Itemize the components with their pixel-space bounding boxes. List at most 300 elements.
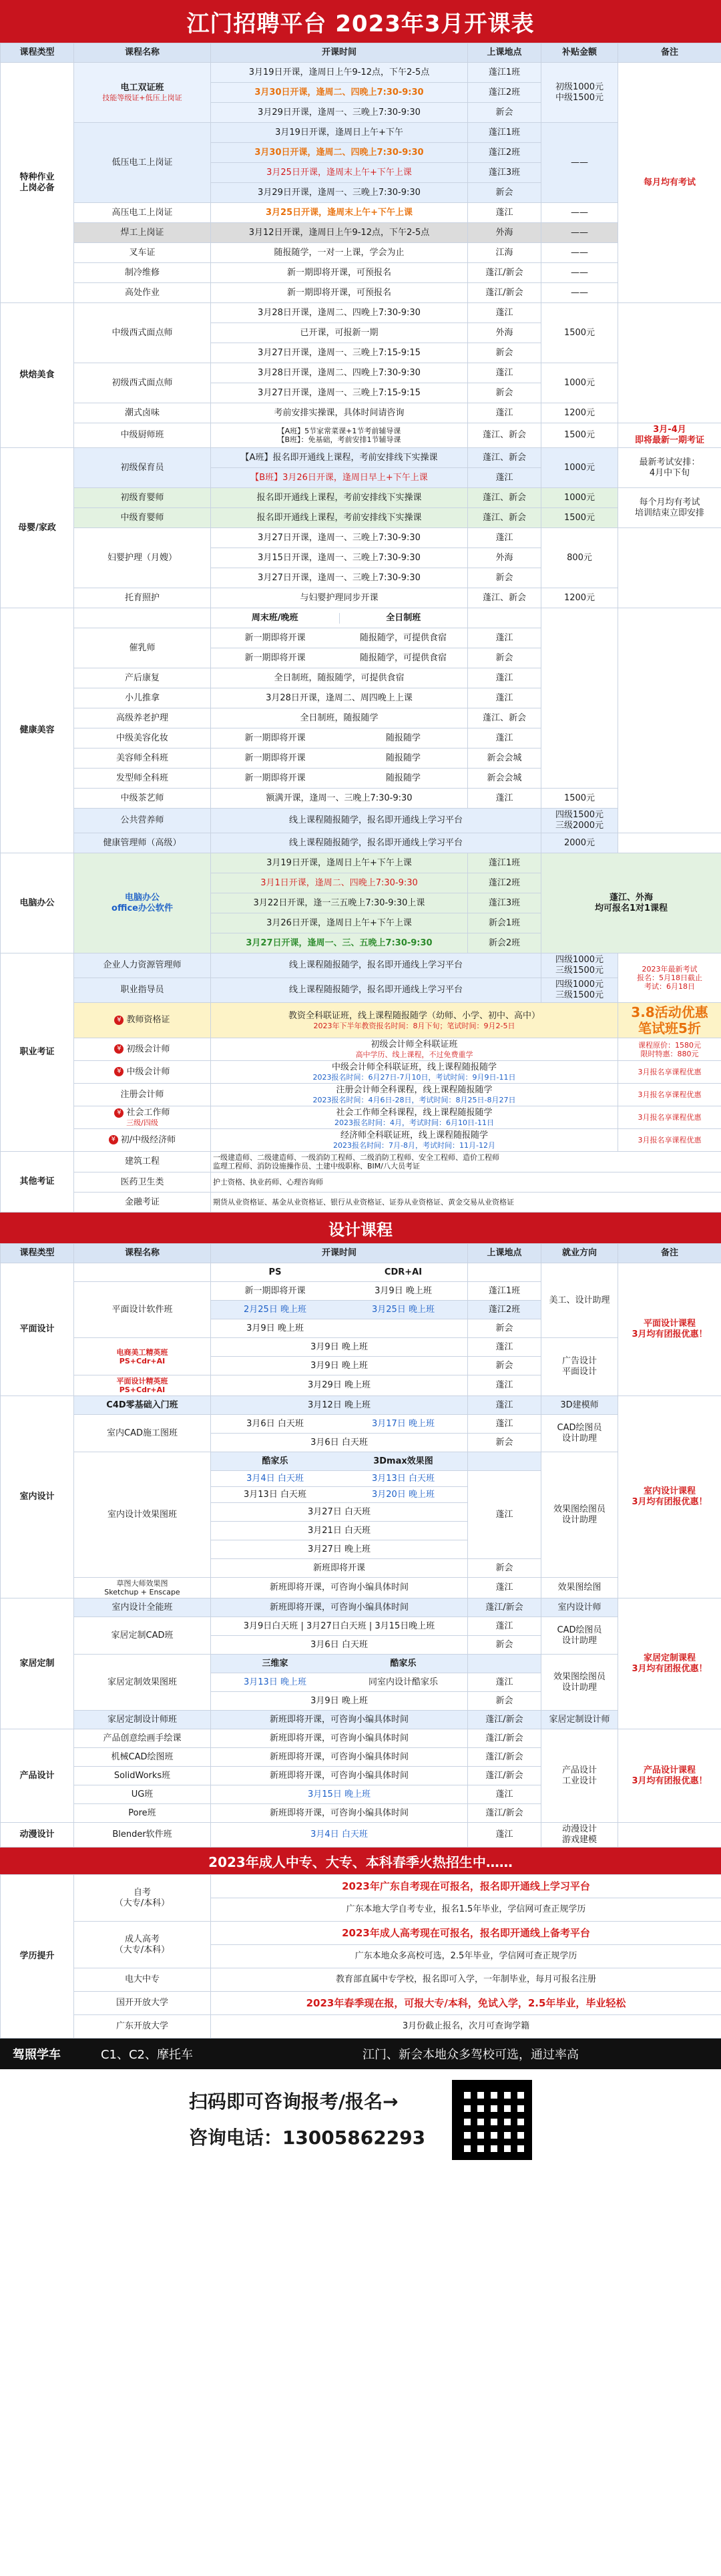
course-name: 平面设计精英班 PS+Cdr+AI bbox=[74, 1375, 211, 1396]
time-cell: 3月6日 白天班 bbox=[211, 1434, 468, 1452]
time-cell: 3月1日开课，逢周二、四晚上7:30-9:30 bbox=[211, 873, 468, 893]
sub-header: 周末班/晚班 bbox=[251, 612, 298, 623]
time-cell: 3月22日开课，逢一三五晚上7:30-9:30上课 bbox=[211, 893, 468, 913]
place-cell: 蓬江 bbox=[468, 468, 541, 488]
time-cell: 新班即将开课 bbox=[211, 1559, 468, 1578]
table-row bbox=[1, 508, 721, 528]
time-cell: 中级会计师全科联证班，线上课程随报随学 2023报名时间：6月27日-7月10日，考试时间：9月9日-11日 bbox=[211, 1061, 618, 1084]
time-cell: 【A班】5节家常菜课+1节考前辅导课 【B班】：免基础，考前安排1节辅导课 bbox=[211, 423, 468, 448]
jobs-cell: 效果图绘图员 设计助理 bbox=[541, 1655, 618, 1711]
time-cell: 线上课程随报随学，报名即开通线上学习平台 bbox=[211, 978, 541, 1003]
time-cell: 3月9日白天班 | 3月27日白天班 | 3月15日晚上班 bbox=[211, 1617, 468, 1636]
place-cell: 蓬江2班 bbox=[468, 873, 541, 893]
time-cell: 3月29日开课，逢周一、三晚上7:30-9:30 bbox=[211, 103, 468, 123]
footer bbox=[0, 2069, 721, 2171]
subsidy-cell: —— bbox=[541, 283, 618, 303]
coin-icon: ¥ bbox=[114, 1016, 124, 1025]
category-cell: 烘焙美食 bbox=[1, 303, 74, 448]
jobs-cell: 动漫设计 游戏建模 bbox=[541, 1823, 618, 1848]
education-section-title: 2023年成人中专、大专、本科春季火热招生中…… bbox=[0, 1848, 721, 1874]
table-row: 发型师全科班 新一期即将开课 随报随学 新会会城 bbox=[1, 769, 721, 789]
course-name: 健康管理师（高级） bbox=[74, 833, 211, 853]
place-cell: 蓬江、新会 bbox=[468, 488, 541, 508]
place-cell: 新会会城 bbox=[468, 748, 541, 769]
course-name: 小儿推拿 bbox=[74, 688, 211, 708]
table-row bbox=[1, 203, 721, 223]
remark-cell: 室内设计课程 3月均有团报优惠！ bbox=[618, 1396, 721, 1598]
contact-phone[interactable]: 咨询电话：13005862293 bbox=[188, 2127, 426, 2149]
course-name: 叉车证 bbox=[74, 243, 211, 263]
course-name: C4D零基础入门班 bbox=[74, 1396, 211, 1415]
category-cell: 职业考证 bbox=[1, 953, 74, 1152]
course-name: 托育照护 bbox=[74, 588, 211, 608]
time-cell: 3月30日开课，逢周二、四晚上7:30-9:30 bbox=[211, 143, 468, 163]
sub-header: 全日制班 bbox=[339, 613, 468, 624]
category-cell: 产品设计 bbox=[1, 1729, 74, 1823]
info-cell: 3月份截止报名，次月可查询学籍 bbox=[211, 2015, 721, 2038]
place-cell: 新会 bbox=[468, 1559, 541, 1578]
time-cell: 3月25日开课，逢周末上午+下午上课 bbox=[211, 203, 468, 223]
jobs-cell: 产品设计 工业设计 bbox=[541, 1729, 618, 1823]
remark-cell: 3月报名享课程优惠 bbox=[618, 1106, 721, 1129]
jobs-cell: 3D建模师 bbox=[541, 1396, 618, 1415]
time-cell: 新班即将开课，可咨询小编具体时间 bbox=[211, 1729, 468, 1748]
time-cell: 线上课程随报随学，报名即开通线上学习平台 bbox=[211, 833, 541, 853]
place-cell: 新会 bbox=[468, 383, 541, 403]
course-name: 初级西式面点师 bbox=[74, 363, 211, 403]
col-header: 上课地点 bbox=[468, 43, 541, 63]
subsidy-cell: 四级1500元 三级2000元 bbox=[541, 809, 618, 833]
time-cell: 3月12日开课，逢周日上午9-12点，下午2-5点 bbox=[211, 223, 468, 243]
place-cell: 蓬江/新会 bbox=[468, 1804, 541, 1823]
time-cell: 3月27日开课，逢周一、三晚上7:30-9:30 bbox=[211, 568, 468, 588]
info-cell: 2023年成人高考现在可报名，报名即开通线上备考平台 bbox=[211, 1922, 721, 1945]
course-name: 焊工上岗证 bbox=[74, 223, 211, 243]
time-cell: 护士资格、执业药师、心理咨询师 bbox=[211, 1172, 721, 1193]
course-name: 美容师全科班 bbox=[74, 748, 211, 769]
remark-cell: 3月-4月 即将最新一期考证 bbox=[618, 423, 721, 448]
course-name: 室内设计效果图班 bbox=[74, 1452, 211, 1578]
place-cell: 蓬江 bbox=[468, 1785, 541, 1804]
time-cell: 社会工作师全科课程，线上课程随报随学 2023报名时间：4月，考试时间：6月10日-11日 bbox=[211, 1106, 618, 1129]
place-cell: 蓬江/新会 bbox=[468, 1711, 541, 1729]
course-name: Pore班 bbox=[74, 1804, 211, 1823]
course-name: ¥ 教师资格证 bbox=[74, 1003, 211, 1038]
design-section-title: 设计课程 bbox=[0, 1213, 721, 1243]
place-cell: 蓬江 bbox=[468, 528, 541, 548]
table-row: 美容师全科班 新一期即将开课 随报随学 新会会城 bbox=[1, 748, 721, 769]
main-course-table bbox=[0, 43, 721, 1213]
time-cell: 3月27日开课，逢周一、三、五晚上7:30-9:30 bbox=[211, 933, 468, 953]
place-cell: 蓬江1班 bbox=[468, 1282, 541, 1301]
course-name: 电工双证班 技能等级证+低压上岗证 bbox=[74, 63, 211, 123]
time-cell: 新班即将开课，可咨询小编具体时间 bbox=[211, 1598, 468, 1617]
course-name: 家居定制CAD班 bbox=[74, 1617, 211, 1655]
jobs-cell: 广告设计 平面设计 bbox=[541, 1338, 618, 1396]
table-row: 平面设计软件班 新一期即将开课 3月9日 晚上班 蓬江1班 bbox=[1, 1282, 721, 1301]
design-course-table: 课程类型 课程名称 开课时间 上课地点 就业方向 备注 平面设计 PS CDR+AI 美工、设计助理 平面设计课程 3月均有团报优惠！ 平面设计软件班 新一期即将开课 3月9日 晚上班 蓬江1班 2月25日 晚上班 3月25日 晚上班 蓬江2班 3月9日 晚上班 新会 电商美工精英班 PS+Cdr+AI 3月9日 晚上班 蓬江 广告设计 平面设计 3月9日 晚上班 新会 平面设计精英班 PS+Cdr+AI 3月29日 晚上班 蓬江 室内设计 C4D零基础入门班 3月12日 晚上班 蓬江 3D建模师 室内设计课程 3月均有团报优惠！ 室内CAD施工图班 3月6日 白天班 3月17日 晚上班 蓬江 CAD绘图员 设计助理 3月6日 白天班 新会 室内设计效果图班 酷家乐 3Dmax效果图 效果图绘图员 设计助理 3月4日 白天班 3月13日 白天班 蓬江 3月13日 白天班 3月20日 晚上班 3月27日 白天班 3月21日 白天班 3月27日 晚上班 新班即将开课 新会 草图大师效果图 Sketchup + Enscape 新班即将开课，可咨询小编具体时间 蓬江 效果图绘图 家居定制 室内设计全能班 新班即将开课，可咨询小编具体时间 蓬江/新会 室内设计师 家居定制课程 3月均有团报优惠！ 家居定制CAD班 3月9日白天班 | 3月27日白天班 | 3月15日晚上班 蓬江 CAD绘图员 设计助理 3月6日 白天班 新会 家居定制效果图班 三维家 酷家乐 效果图绘图员 设计助理 3月13日 晚上班 同室内设计酷家乐 蓬江 3月9日 晚上班 新会 家居定制设计师班 新班即将开课，可咨询小编具体时间 蓬江/新会 家居定制设计师 产品设计 产品创意绘画手绘课 新班即将开课，可咨询小编具体时间 蓬江/新会 产品设计 工业设计 产品设计课程 3月均有团报优惠！ 机械CAD绘图班 新班即将开课，可咨询小编具体时间 蓬江/新会 SolidWorks班 新班即将开课，可咨询小编具体时间 蓬江/新会 UG班 3月15日 晚上班 蓬江 Pore班 新班即将开课，可咨询小编具体时间 蓬江/新会 动漫设计 Blender软件班 3月4日 白天班 蓬江 动漫设计 游戏建模 bbox=[0, 1243, 721, 1848]
info-cell: 2023年春季现在报，可报大专/本科，免试入学，2.5年毕业，毕业轻松 bbox=[211, 1992, 721, 2015]
place-cell: 新会 bbox=[468, 1319, 541, 1338]
time-cell: 3月19日开课，逢周日上午+下午 bbox=[211, 123, 468, 143]
subsidy-cell: 800元 bbox=[541, 528, 618, 588]
place-cell: 江海 bbox=[468, 243, 541, 263]
course-name: 中级育婴师 bbox=[74, 508, 211, 528]
col-header: 开课时间 bbox=[211, 1244, 468, 1263]
course-name: 平面设计软件班 bbox=[74, 1282, 211, 1338]
place-cell: 蓬江3班 bbox=[468, 893, 541, 913]
table-row bbox=[1, 303, 721, 323]
course-name: ¥ 初/中级经济师 bbox=[74, 1129, 211, 1152]
table-row bbox=[1, 1193, 721, 1213]
time-cell: 3月4日 白天班 bbox=[211, 1823, 468, 1848]
place-cell: 蓬江 bbox=[468, 668, 541, 688]
place-cell: 外海 bbox=[468, 223, 541, 243]
category-cell: 家居定制 bbox=[1, 1598, 74, 1729]
place-cell: 蓬江、新会 bbox=[468, 508, 541, 528]
place-cell: 新会 bbox=[468, 183, 541, 203]
time-cell: 考前安排实操课，具体时间请咨询 bbox=[211, 403, 468, 423]
subsidy-cell: —— bbox=[541, 203, 618, 223]
time-cell: 3月6日 白天班 bbox=[211, 1636, 468, 1655]
category-cell: 电脑办公 bbox=[1, 853, 74, 953]
place-cell: 蓬江 bbox=[468, 1396, 541, 1415]
table-row bbox=[1, 1968, 721, 1992]
course-name: 广东开放大学 bbox=[74, 2015, 211, 2038]
place-cell: 新会 bbox=[468, 343, 541, 363]
jobs-cell: 室内设计师 bbox=[541, 1598, 618, 1617]
place-cell: 蓬江2班 bbox=[468, 83, 541, 103]
time-cell: 3月12日 晚上班 bbox=[211, 1396, 468, 1415]
time-cell: 新班即将开课，可咨询小编具体时间 bbox=[211, 1748, 468, 1767]
table-row: 3月4日 白天班 3月13日 白天班 蓬江 bbox=[1, 1471, 721, 1487]
place-cell: 蓬江1班 bbox=[468, 123, 541, 143]
place-cell: 新会 bbox=[468, 1692, 541, 1711]
time-cell: 新班即将开课，可咨询小编具体时间 bbox=[211, 1767, 468, 1785]
time-cell: 3月9日 晚上班 bbox=[211, 1338, 468, 1357]
table-row bbox=[1, 448, 721, 468]
col-header: 上课地点 bbox=[468, 1244, 541, 1263]
jobs-cell: CAD绘图员 设计助理 bbox=[541, 1415, 618, 1452]
table-row bbox=[1, 1711, 721, 1729]
time-cell: 3月15日 晚上班 bbox=[211, 1785, 468, 1804]
table-row bbox=[1, 2015, 721, 2038]
remark-cell: 最新考试安排： 4月中下旬 bbox=[618, 448, 721, 488]
place-cell: 新会1班 bbox=[468, 913, 541, 933]
qr-code-icon[interactable] bbox=[452, 2080, 532, 2160]
time-cell: 3月19日开课，逢周日上午+下午上课 bbox=[211, 853, 468, 873]
subsidy-cell: 初级1000元 中级1500元 bbox=[541, 63, 618, 123]
subsidy-cell: —— bbox=[541, 123, 618, 203]
place-cell: 新会会城 bbox=[468, 769, 541, 789]
time-cell: 3月26日开课，逢周日上午+下午上课 bbox=[211, 913, 468, 933]
place-cell: 蓬江 bbox=[468, 1375, 541, 1396]
table-row bbox=[1, 1617, 721, 1636]
table-row bbox=[1, 1084, 721, 1106]
driving-types: C1、C2、摩托车 bbox=[100, 2048, 194, 2062]
place-cell: 蓬江 bbox=[468, 363, 541, 383]
time-cell: 新班即将开课，可咨询小编具体时间 bbox=[211, 1711, 468, 1729]
place-cell: 蓬江 bbox=[468, 403, 541, 423]
remark-cell: 3月报名享课程优惠 bbox=[618, 1061, 721, 1084]
col-header: 备注 bbox=[618, 43, 721, 63]
course-name: 产后康复 bbox=[74, 668, 211, 688]
table-row bbox=[1, 1598, 721, 1617]
remark-cell: 每个月均有考试 培训结束立即安排 bbox=[618, 488, 721, 528]
time-cell: 新班即将开课，可咨询小编具体时间 bbox=[211, 1804, 468, 1823]
jobs-cell: 效果图绘图员 设计助理 bbox=[541, 1452, 618, 1578]
col-header: 就业方向 bbox=[541, 1244, 618, 1263]
place-cell: 新会 bbox=[468, 648, 541, 668]
course-name: 公共营养师 bbox=[74, 809, 211, 833]
table-row bbox=[1, 1992, 721, 2015]
course-name: 中级茶艺师 bbox=[74, 789, 211, 809]
time-cell: 线上课程随报随学，报名即开通线上学习平台 bbox=[211, 953, 541, 978]
place-cell: 新会2班 bbox=[468, 933, 541, 953]
place-cell: 蓬江、新会 bbox=[468, 448, 541, 468]
subsidy-cell: —— bbox=[541, 263, 618, 283]
place-cell: 蓬江2班 bbox=[468, 143, 541, 163]
jobs-cell: 美工、设计助理 bbox=[541, 1263, 618, 1338]
subsidy-cell: 1500元 bbox=[541, 423, 618, 448]
course-name: 发型师全科班 bbox=[74, 769, 211, 789]
place-cell: 蓬江/新会 bbox=[468, 1767, 541, 1785]
time-cell: 全日制班，随报随学，可提供食宿 bbox=[211, 668, 468, 688]
place-cell: 蓬江、新会 bbox=[468, 588, 541, 608]
time-cell: 3月19日开课，逢周日上午9-12点，下午2-5点 bbox=[211, 63, 468, 83]
subsidy-cell: —— bbox=[541, 223, 618, 243]
course-name: 室内CAD施工图班 bbox=[74, 1415, 211, 1452]
table-row: 2月25日 晚上班 3月25日 晚上班 蓬江2班 bbox=[1, 1301, 721, 1319]
course-name: 国开开放大学 bbox=[74, 1992, 211, 2015]
category-cell: 特种作业 上岗必备 bbox=[1, 63, 74, 303]
table-row bbox=[1, 528, 721, 548]
subsidy-cell: 1000元 bbox=[541, 448, 618, 488]
table-row bbox=[1, 789, 721, 809]
coin-icon: ¥ bbox=[114, 1044, 124, 1054]
category-cell: 平面设计 bbox=[1, 1263, 74, 1396]
table-row bbox=[1, 488, 721, 508]
course-name: Blender软件班 bbox=[74, 1823, 211, 1848]
course-name: 成人高考 （大专/本科） bbox=[74, 1922, 211, 1968]
place-cell: 蓬江 bbox=[468, 203, 541, 223]
remark-cell: 蓬江、外海 均可报名1对1课程 bbox=[541, 853, 721, 953]
course-name: 制冷维修 bbox=[74, 263, 211, 283]
subsidy-cell: —— bbox=[541, 243, 618, 263]
time-cell: 3月28日开课，逢周二、四晚上7:30-9:30 bbox=[211, 363, 468, 383]
time-cell: 3月30日开课，逢周二、四晚上7:30-9:30 bbox=[211, 83, 468, 103]
place-cell: 蓬江/新会 bbox=[468, 1748, 541, 1767]
table-header bbox=[1, 1244, 721, 1263]
subsidy-cell: 1500元 bbox=[541, 508, 618, 528]
table-row: 中级美容化妆 新一期即将开课 随报随学 蓬江 bbox=[1, 728, 721, 748]
course-name: 注册会计师 bbox=[74, 1084, 211, 1106]
jobs-cell: CAD绘图员 设计助理 bbox=[541, 1617, 618, 1655]
course-name: 中级厨师班 bbox=[74, 423, 211, 448]
place-cell: 新会 bbox=[468, 1636, 541, 1655]
course-name: 家居定制效果图班 bbox=[74, 1655, 211, 1711]
course-name: 机械CAD绘图班 bbox=[74, 1748, 211, 1767]
subsidy-cell: 2000元 bbox=[541, 833, 618, 853]
col-header: 课程类型 bbox=[1, 43, 74, 63]
course-name: ¥ 中级会计师 bbox=[74, 1061, 211, 1084]
subsidy-cell: 1200元 bbox=[541, 403, 618, 423]
table-row bbox=[1, 1875, 721, 1898]
subsidy-cell: 四级1000元 三级1500元 bbox=[541, 953, 618, 978]
subsidy-cell: 1500元 bbox=[541, 303, 618, 363]
col-header: 课程名称 bbox=[74, 1244, 211, 1263]
table-row: 平面设计 PS CDR+AI 美工、设计助理 平面设计课程 3月均有团报优惠！ bbox=[1, 1263, 721, 1282]
table-row bbox=[1, 1729, 721, 1748]
info-cell: 2023年广东自考现在可报名，报名即开通线上学习平台 bbox=[211, 1875, 721, 1898]
course-name: 电商美工精英班 PS+Cdr+AI bbox=[74, 1338, 211, 1375]
remark-cell: 3.8活动优惠 笔试班5折 bbox=[618, 1003, 721, 1038]
place-cell: 蓬江 bbox=[468, 789, 541, 809]
time-cell: 与妇婴护理同步开课 bbox=[211, 588, 468, 608]
table-row bbox=[1, 363, 721, 383]
time-cell: 新一期即将开课，可预报名 bbox=[211, 283, 468, 303]
course-name: 电大中专 bbox=[74, 1968, 211, 1992]
course-name: 室内设计全能班 bbox=[74, 1598, 211, 1617]
course-name: UG班 bbox=[74, 1785, 211, 1804]
coin-icon: ¥ bbox=[114, 1108, 124, 1118]
time-cell: 随报随学，一对一上课，学会为止 bbox=[211, 243, 468, 263]
jobs-cell: 家居定制设计师 bbox=[541, 1711, 618, 1729]
subsidy-cell: 1000元 bbox=[541, 363, 618, 403]
time-cell: 已开课，可报新一期 bbox=[211, 323, 468, 343]
time-cell: 3月29日开课，逢周一、三晚上7:30-9:30 bbox=[211, 183, 468, 203]
col-header: 课程类型 bbox=[1, 1244, 74, 1263]
course-name: 家居定制设计师班 bbox=[74, 1711, 211, 1729]
course-name: 催乳师 bbox=[74, 628, 211, 668]
time-cell: 教资全科联证班，线上课程随报随学（幼师、小学、初中、高中） 2023年下半年教资报名时间：8月下旬；笔试时间：9月2-5日 bbox=[211, 1003, 618, 1038]
table-row bbox=[1, 403, 721, 423]
course-name: ¥ 社会工作师 三级/四级 bbox=[74, 1106, 211, 1129]
page-title: 江门招聘平台 2023年3月开课表 bbox=[0, 0, 721, 43]
time-cell: 报名即开通线上课程，考前安排线下实操课 bbox=[211, 508, 468, 528]
subsidy-cell: 1000元 bbox=[541, 488, 618, 508]
driving-desc: 江门、新会本地众多驾校可选，通过率高 bbox=[363, 2048, 579, 2062]
place-cell: 新会 bbox=[468, 568, 541, 588]
time-cell: 注册会计师全科课程，线上课程随报随学 2023报名时间：4月6日-28日，考试时间：8月25日-8月27日 bbox=[211, 1084, 618, 1106]
time-cell: 初级会计师全科联证班 高中学历、线上课程，不过免费重学 bbox=[211, 1038, 618, 1061]
subsidy-cell: 1200元 bbox=[541, 588, 618, 608]
remark-cell: 2023年最新考试 报名：5月18日截止 考试：6月18日 bbox=[618, 953, 721, 1003]
place-cell: 蓬江/新会 bbox=[468, 283, 541, 303]
course-name: 医药卫生类 bbox=[74, 1172, 211, 1193]
place-cell: 蓬江 bbox=[468, 1823, 541, 1848]
jobs-cell: 效果图绘图 bbox=[541, 1578, 618, 1598]
place-cell: 蓬江1班 bbox=[468, 63, 541, 83]
course-name: 高级养老护理 bbox=[74, 708, 211, 728]
time-cell: 报名即开通线上课程，考前安排线下实操课 bbox=[211, 488, 468, 508]
table-row bbox=[1, 123, 721, 143]
time-cell: 【A班】报名即开通线上课程，考前安排线下实操课 bbox=[211, 448, 468, 468]
table-row: 催乳师 新一期即将开课 随报随学，可提供食宿 蓬江 bbox=[1, 628, 721, 648]
time-cell: 一级建造师、二级建造师、一级消防工程师、二级消防工程师、安全工程师、造价工程师 监理工程师、消防设施操作员、土建中级职称、BIM/八大员考证 bbox=[211, 1152, 721, 1172]
scan-prompt: 扫码即可咨询报考/报名→ bbox=[188, 2091, 399, 2113]
time-cell: 3月21日 白天班 bbox=[211, 1522, 468, 1540]
course-name: 企业人力资源管理师 bbox=[74, 953, 211, 978]
place-cell: 蓬江 bbox=[468, 1415, 541, 1434]
course-name: SolidWorks班 bbox=[74, 1767, 211, 1785]
place-cell: 蓬江/新会 bbox=[468, 1729, 541, 1748]
table-row: 3月9日 晚上班 新会 bbox=[1, 1319, 721, 1338]
course-name: 自考 （大专/本科） bbox=[74, 1875, 211, 1922]
course-name: 金融考证 bbox=[74, 1193, 211, 1213]
place-cell: 新会 bbox=[468, 1434, 541, 1452]
table-row bbox=[1, 1338, 721, 1357]
table-row bbox=[1, 608, 721, 628]
place-cell: 蓬江 bbox=[468, 688, 541, 708]
course-name: 高压电工上岗证 bbox=[74, 203, 211, 223]
remark-cell: 家居定制课程 3月均有团报优惠！ bbox=[618, 1598, 721, 1729]
course-name: 初级保育员 bbox=[74, 448, 211, 488]
time-cell: 3月9日 晚上班 bbox=[211, 1357, 468, 1375]
place-cell: 蓬江 bbox=[468, 1617, 541, 1636]
time-cell: 【B班】3月26日开课，逢周日早上+下午上课 bbox=[211, 468, 468, 488]
time-cell: 3月27日开课，逢周一、三晚上7:15-9:15 bbox=[211, 343, 468, 363]
place-cell: 蓬江/新会 bbox=[468, 263, 541, 283]
table-row bbox=[1, 1922, 721, 1945]
col-header: 课程名称 bbox=[74, 43, 211, 63]
course-name: 高处作业 bbox=[74, 283, 211, 303]
subsidy-cell: 四级1000元 三级1500元 bbox=[541, 978, 618, 1003]
course-name: ¥ 初级会计师 bbox=[74, 1038, 211, 1061]
course-name: 妇婴护理（月嫂） bbox=[74, 528, 211, 588]
info-cell: 广东本地众多高校可选，2.5年毕业，学信网可查正规学历 bbox=[211, 1945, 721, 1968]
table-row bbox=[1, 223, 721, 243]
coin-icon: ¥ bbox=[114, 1067, 124, 1076]
table-row bbox=[1, 1106, 721, 1129]
time-cell: 线上课程随报随学，报名即开通线上学习平台 bbox=[211, 809, 541, 833]
remark-cell: 平面设计课程 3月均有团报优惠！ bbox=[618, 1263, 721, 1396]
time-cell: 3月15日开课，逢周一、三晚上7:30-9:30 bbox=[211, 548, 468, 568]
table-row: 3月13日 白天班 3月20日 晚上班 bbox=[1, 1487, 721, 1503]
col-header: 开课时间 bbox=[211, 43, 468, 63]
place-cell: 蓬江 bbox=[468, 1338, 541, 1357]
course-name: 建筑工程 bbox=[74, 1152, 211, 1172]
course-name: 电脑办公 office办公软件 bbox=[74, 853, 211, 953]
col-header: 补贴金额 bbox=[541, 43, 618, 63]
remark-cell: 3月报名享课程优惠 bbox=[618, 1084, 721, 1106]
course-name: 低压电工上岗证 bbox=[74, 123, 211, 203]
place-cell: 蓬江 bbox=[468, 1673, 541, 1692]
category-cell: 其他考证 bbox=[1, 1152, 74, 1213]
place-cell: 新会 bbox=[468, 1357, 541, 1375]
info-cell: 广东本地大学自考专业，报名1.5年毕业，学信网可查正规学历 bbox=[211, 1898, 721, 1922]
course-name: 中级西式面点师 bbox=[74, 303, 211, 363]
remark-cell: 每月均有考试 bbox=[618, 63, 721, 303]
course-name: 中级美容化妆 bbox=[74, 728, 211, 748]
footer-text bbox=[189, 2084, 425, 2156]
category-cell: 室内设计 bbox=[1, 1396, 74, 1598]
category-cell: 母婴/家政 bbox=[1, 448, 74, 608]
time-cell: 3月9日 晚上班 bbox=[211, 1692, 468, 1711]
time-cell: 3月29日 晚上班 bbox=[211, 1375, 468, 1396]
place-cell: 蓬江1班 bbox=[468, 853, 541, 873]
table-row: 室内CAD施工图班 3月6日 白天班 3月17日 晚上班 蓬江 CAD绘图员 设计助理 bbox=[1, 1415, 721, 1434]
place-cell: 外海 bbox=[468, 548, 541, 568]
remark-cell: 课程原价：1580元 限时特惠：880元 bbox=[618, 1038, 721, 1061]
place-cell: 新会 bbox=[468, 103, 541, 123]
time-cell: 经济师全科联证班，线上课程随报随学 2023报名时间：7月-8月，考试时间：11月-12月 bbox=[211, 1129, 618, 1152]
remark-cell: 产品设计课程 3月均有团报优惠！ bbox=[618, 1729, 721, 1823]
place-cell: 蓬江、新会 bbox=[468, 708, 541, 728]
place-cell: 蓬江 bbox=[468, 303, 541, 323]
table-row: 室内设计效果图班 酷家乐 3Dmax效果图 效果图绘图员 设计助理 bbox=[1, 1452, 721, 1471]
time-cell: 期货从业资格证、基金从业资格证、银行从业资格证、证券从业资格证、黄金交易从业资格证 bbox=[211, 1193, 721, 1213]
